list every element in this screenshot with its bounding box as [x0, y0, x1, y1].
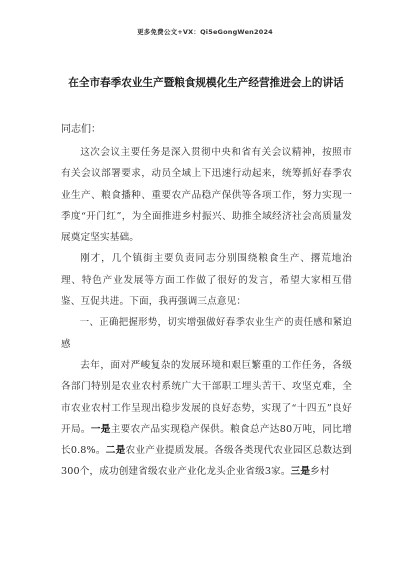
paragraph-review	[61, 355, 352, 483]
salutation: 同志们：	[61, 124, 101, 135]
paragraph-intro: 这次会议主要任务是深入贯彻中央和省有关会议精神，按照市有关会议部署要求，动员全域上下迅速行动起来，统筹抓好春季农业生产、粮食播种、重要农产品稳产保供等各项工作，努力实现一季度“开门红”，为全面推进乡村振兴、助推全域经济社会高质量发展奠定坚实基础。	[61, 147, 352, 244]
header-note: 更多免费公文+VX：Qi5eGongWen2024	[137, 28, 273, 36]
section-heading-1: 一、正确把握形势，切实增强做好春季农业生产的责任感和紧迫感	[61, 317, 352, 350]
review-text-c: 农业产业提质发展。各级各类现代农业园区总数达到300个，成功创建省级农业产业化龙头企业省级3家。	[61, 445, 353, 478]
point-marker-2: 二是	[105, 445, 126, 457]
review-text-d: 乡村	[310, 466, 330, 478]
review-text-a: 去年，面对严峻复杂的发展环境和艰巨繁重的工作任务，各级各部门特别是农业农村系统广大干部职工埋头苦干、攻坚克难，全市农业农村工作呈现出稳步发展的良好态势，实现了“十四五”良好开局。	[61, 359, 352, 435]
point-marker-1: 一是	[90, 423, 111, 435]
paragraph-transition: 刚才，几个镇街主要负责同志分别围绕粮食生产、撂荒地治理、特色产业发展等方面工作做了很好的发言，希望大家相互借鉴、互促共进。下面，我再强调三点意见：	[61, 253, 352, 308]
document-body	[61, 142, 352, 483]
document-title: 在全市春季农业生产暨粮食规模化生产经营推进会上的讲话	[68, 77, 344, 89]
point-marker-3: 三是	[290, 466, 311, 478]
review-text-b: 主要农产品实现稳产保供。粮食总产达80万吨，同比增长0.8%。	[61, 423, 352, 457]
